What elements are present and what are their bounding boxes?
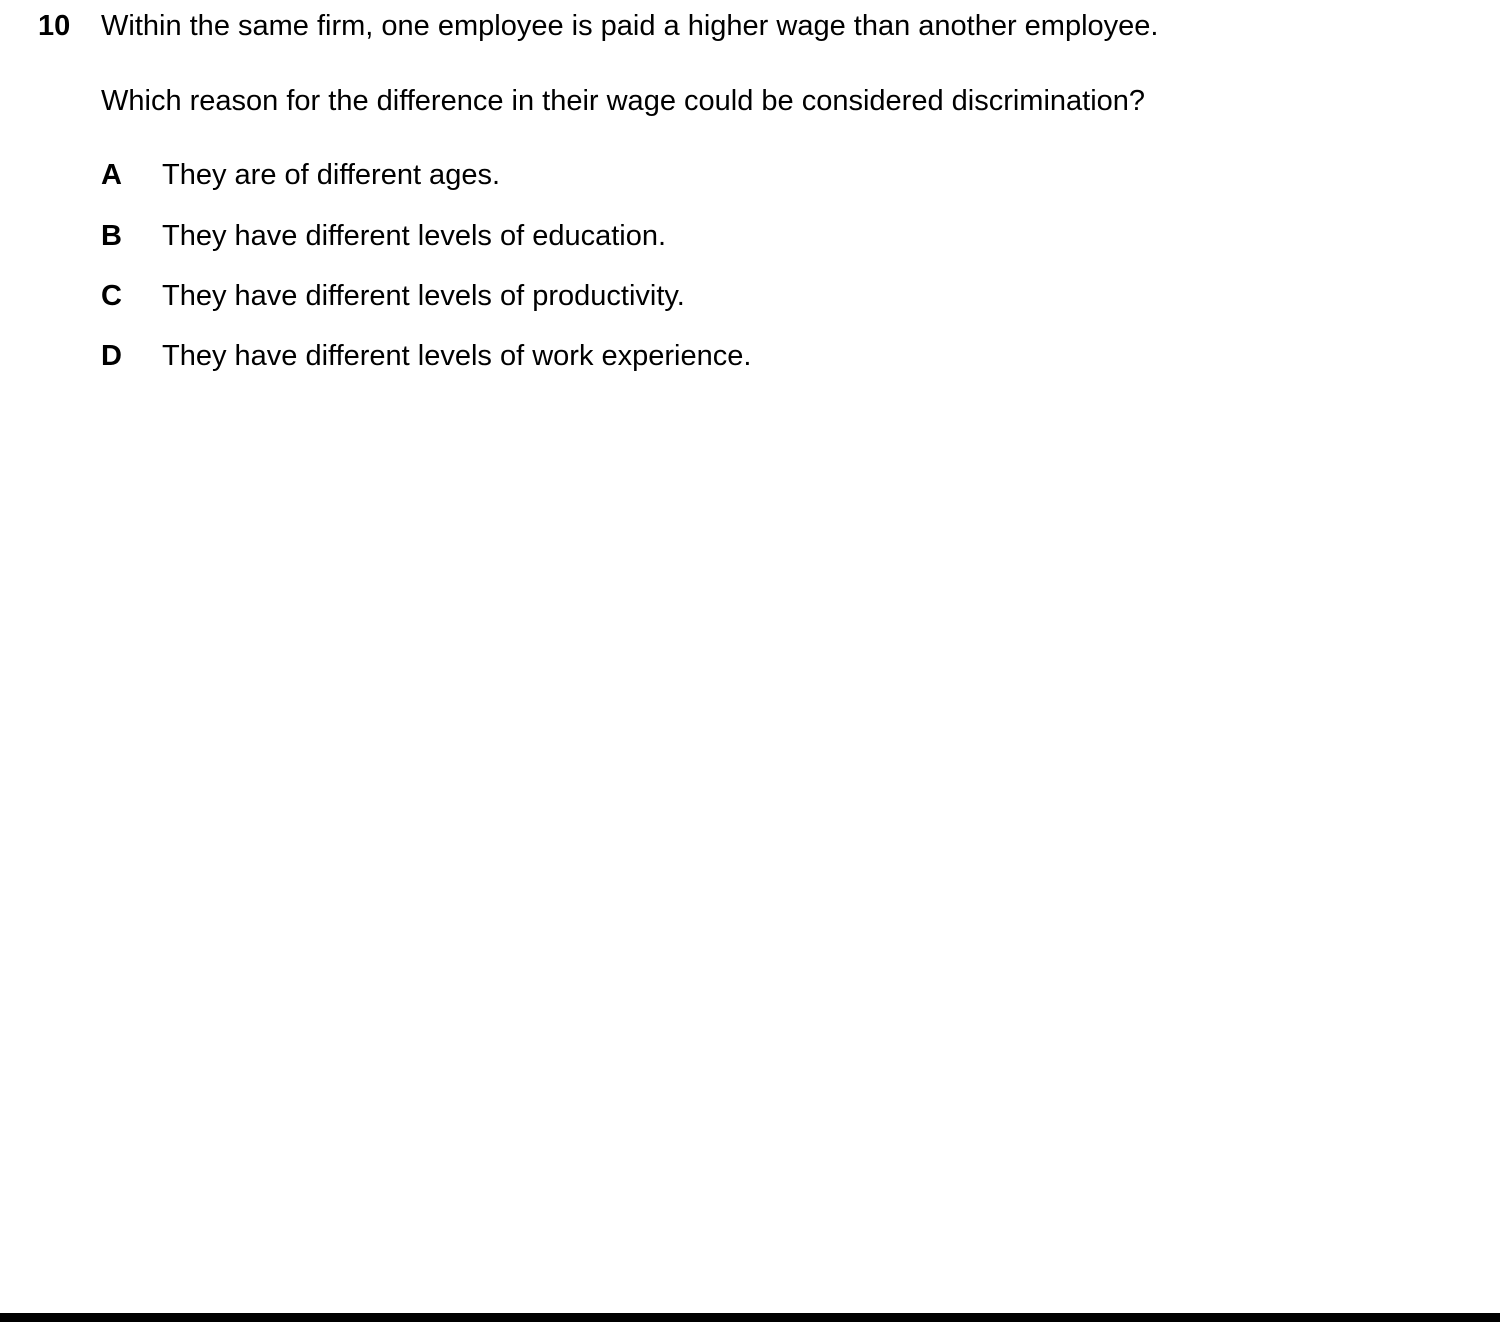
question-stem-line-1: Within the same firm, one employee is paid a higher wage than another employee.: [101, 10, 1159, 42]
question-number: 10: [38, 10, 71, 42]
footer-rule: [0, 1313, 1500, 1322]
option-text: They are of different ages.: [162, 159, 501, 191]
option-text: They have different levels of work experience.: [162, 340, 752, 372]
question-stem-line-2: Which reason for the difference in their wage could be considered discrimination?: [101, 85, 1146, 117]
option-text: They have different levels of productivity.: [162, 280, 685, 312]
option-letter: D: [101, 340, 122, 372]
option-text: They have different levels of education.: [162, 220, 667, 252]
option-letter: C: [101, 280, 122, 312]
option-letter: B: [101, 220, 122, 252]
option-letter: A: [101, 159, 122, 191]
